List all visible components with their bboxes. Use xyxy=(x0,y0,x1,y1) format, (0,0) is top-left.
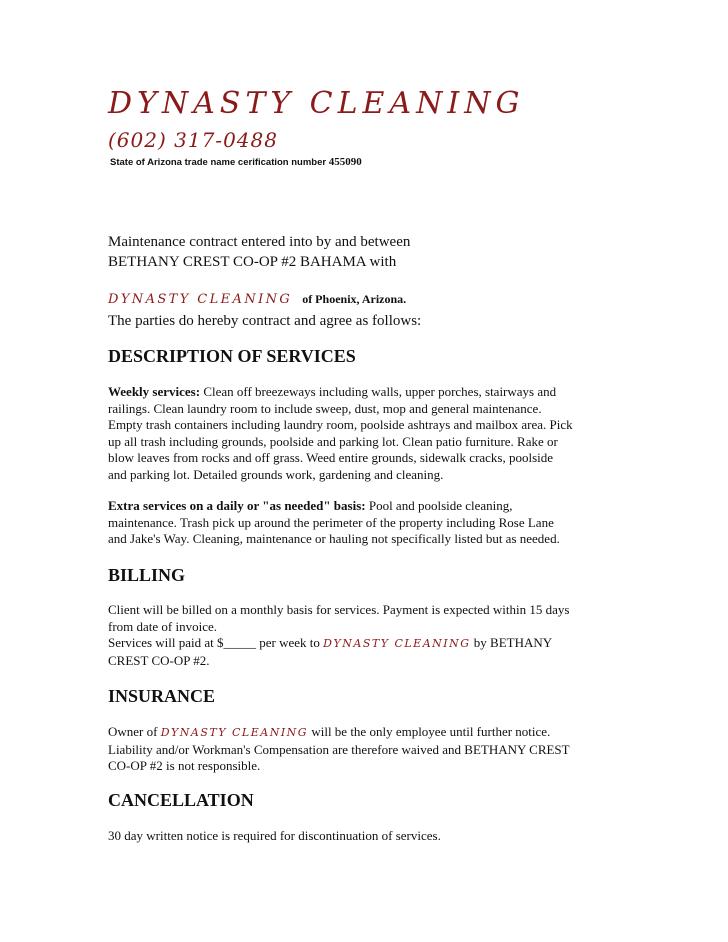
extra-line-2: maintenance. Trash pick up around the perimeter of the property including Rose Lane xyxy=(108,514,554,530)
insurance-line-1: Owner of DYNASTY CLEANING will be the only employee until further notice. xyxy=(108,724,551,739)
weekly-line-1: Weekly services: Clean off breezeways including walls, upper porches, stairways and xyxy=(108,384,557,399)
intro-line-3 xyxy=(108,290,406,308)
intro-location: of Phoenix, Arizona. xyxy=(302,292,407,306)
weekly-line-4: up all trash including grounds, poolside and parking lot. Clean patio furniture. Rake or xyxy=(108,433,558,449)
insurance-brand-name: DYNASTY CLEANING xyxy=(160,726,309,739)
weekly-line-2: railings. Clean laundry room to include sweep, dust, mop and general maintenance. xyxy=(108,400,542,416)
intro-line-2: BETHANY CREST CO-OP #2 BAHAMA with xyxy=(108,254,397,270)
intro-line-1: Maintenance contract entered into by and between xyxy=(108,234,411,250)
weekly-services-label: Weekly services: xyxy=(108,384,201,399)
certification-label: State of Arizona trade name cerification number xyxy=(110,157,327,168)
insurance-heading: INSURANCE xyxy=(108,686,216,706)
intro-brand-name: DYNASTY CLEANING xyxy=(108,292,293,307)
billing-line-1: Client will be billed on a monthly basis for services. Payment is expected within 15 days xyxy=(108,602,570,617)
weekly-services-paragraph xyxy=(108,384,628,484)
extra-services-paragraph xyxy=(108,498,628,548)
extra-line-1: Extra services on a daily or "as needed" basis: Pool and poolside cleaning, xyxy=(108,498,513,513)
company-phone: (602) 317-0488 xyxy=(108,128,278,152)
billing-paragraph xyxy=(108,602,628,669)
services-heading: DESCRIPTION OF SERVICES xyxy=(108,346,356,366)
weekly-line-3: Empty trash containers including laundry room, poolside ashtrays and mailbox area. Pick xyxy=(108,417,573,433)
intro-line-4: The parties do hereby contract and agree as follows: xyxy=(108,313,422,329)
cancellation-heading: CANCELLATION xyxy=(108,790,254,810)
billing-line-4: CREST CO-OP #2. xyxy=(108,652,210,668)
extra-line-3: and Jake's Way. Cleaning, maintenance or hauling not specifically listed but as needed. xyxy=(108,531,560,547)
billing-line-3: Services will paid at $_____ per week to DYNASTY CLEANING by BETHANY xyxy=(108,635,553,651)
insurance-paragraph xyxy=(108,724,628,775)
billing-brand-name: DYNASTY CLEANING xyxy=(323,637,471,651)
weekly-line-6: and parking lot. Detailed grounds work, gardening and cleaning. xyxy=(108,466,444,482)
certification-line xyxy=(110,156,362,168)
billing-heading: BILLING xyxy=(108,565,186,585)
company-name: DYNASTY CLEANING xyxy=(108,86,525,121)
insurance-line-3: CO-OP #2 is not responsible. xyxy=(108,758,261,774)
insurance-line-2: Liability and/or Workman's Compensation are therefore waived and BETHANY CREST xyxy=(108,741,570,757)
cancellation-paragraph xyxy=(108,828,628,845)
billing-line-2: from date of invoice. xyxy=(108,618,218,634)
cancellation-line-1: 30 day written notice is required for discontinuation of services. xyxy=(108,828,441,843)
certification-number: 455090 xyxy=(328,156,362,168)
extra-services-label: Extra services on a daily or "as needed" basis: xyxy=(108,498,366,513)
weekly-line-5: blow leaves from rocks and off grass. Weed entire grounds, sidewalk cracks, poolside xyxy=(108,450,554,466)
